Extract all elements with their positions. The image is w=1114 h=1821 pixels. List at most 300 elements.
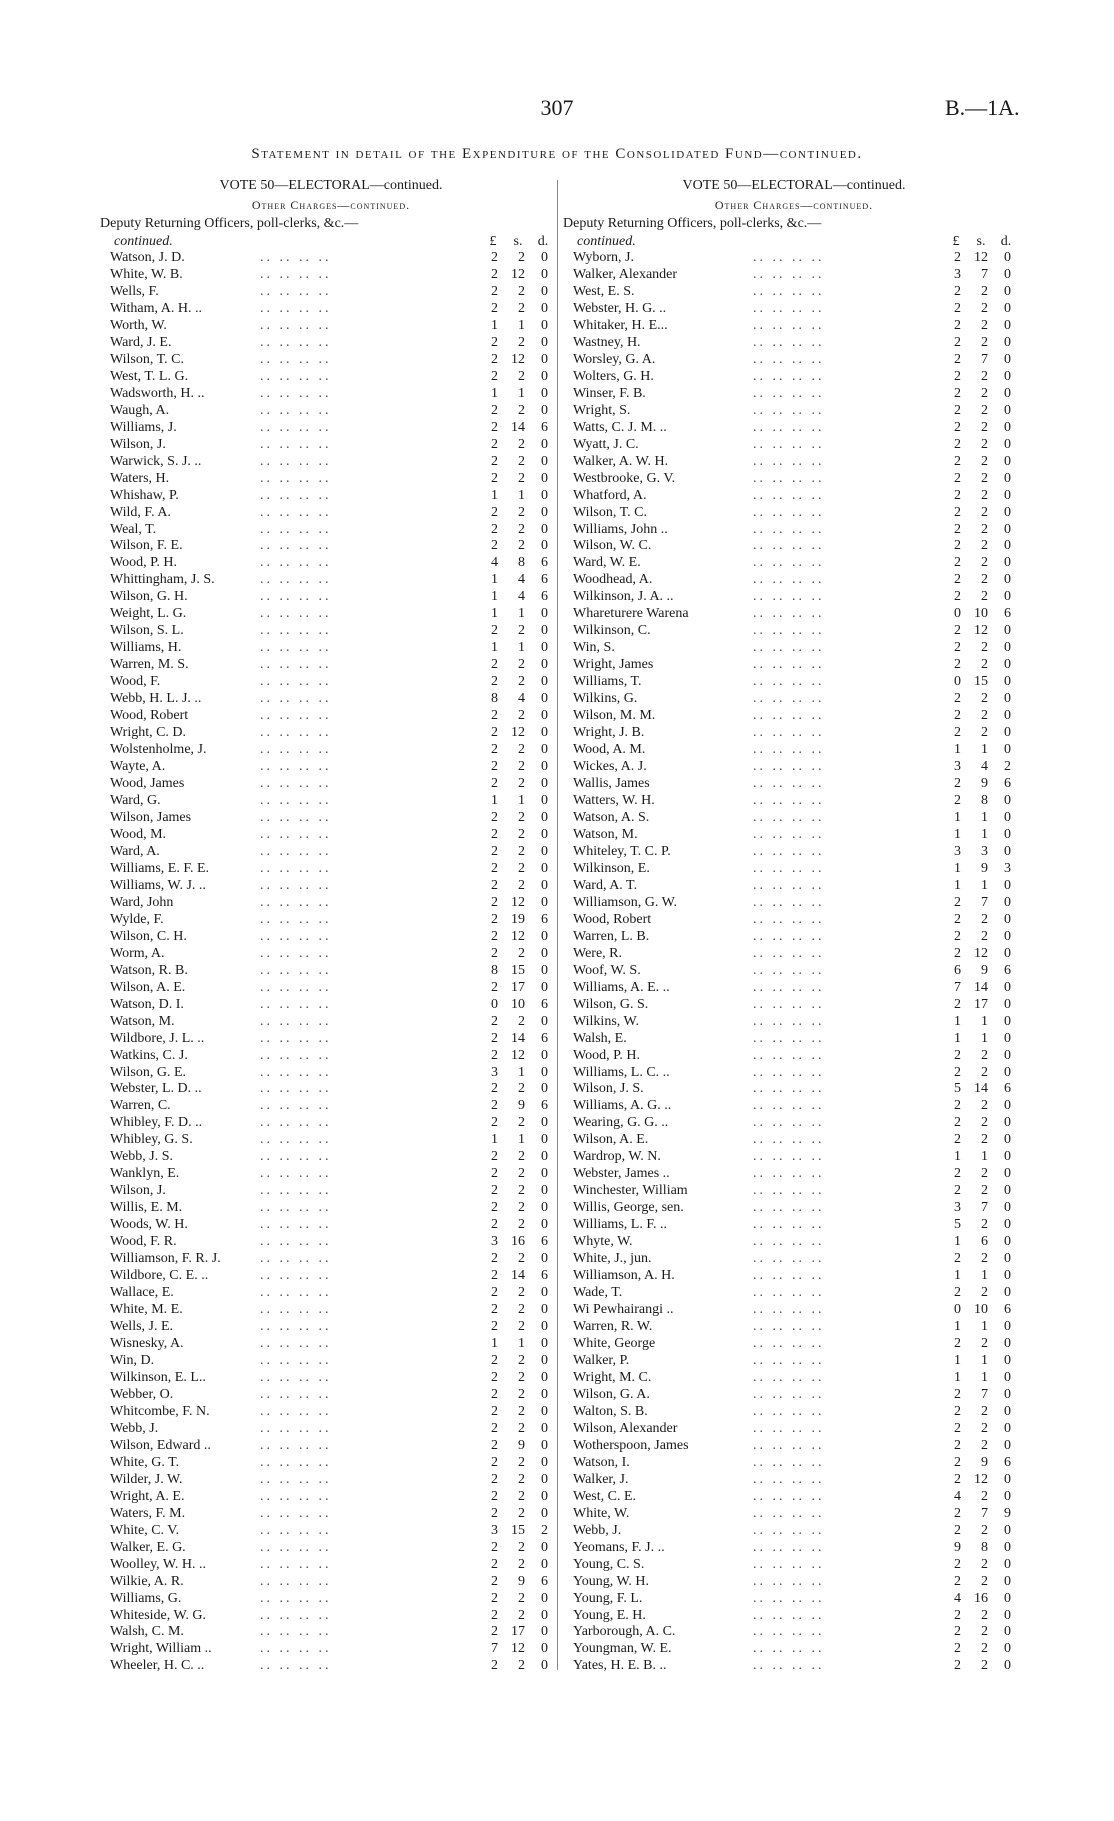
pounds-value: 2 [954,1132,961,1148]
pounds-value: 2 [491,351,498,367]
table-row [100,1455,562,1472]
entry-name: Williams, A. E. .. [573,979,670,995]
leader-dots: .. .. .. .. [753,266,825,282]
shillings-value: 7 [981,351,988,367]
entry-name: Wood, James [110,776,185,792]
table-row [563,454,1025,471]
table-row [563,946,1025,963]
shillings-value: 2 [981,640,988,656]
pence-value: 0 [541,1624,548,1640]
leader-dots: .. .. .. .. [753,436,825,452]
table-row [100,1217,562,1234]
leader-dots: .. .. .. .. [753,1030,825,1046]
entry-name: Wade, T. [573,1285,623,1301]
shillings-value: 2 [981,691,988,707]
pence-value: 0 [1004,402,1011,418]
shillings-value: 2 [518,708,525,724]
entry-name: Wilkins, G. [573,691,638,707]
leader-dots: .. .. .. .. [753,860,825,876]
shillings-value: 8 [981,1539,988,1555]
entry-name: Wood, F. R. [110,1234,177,1250]
leader-dots: .. .. .. .. [260,1641,332,1657]
shillings-value: 2 [518,1200,525,1216]
entry-name: Wotherspoon, James [573,1437,689,1453]
pounds-value: 2 [954,725,961,741]
pence-value: 0 [1004,521,1011,537]
pence-value: 0 [541,1488,548,1504]
entry-name: Wells, F. [110,283,159,299]
pence-value: 0 [541,759,548,775]
shillings-value: 2 [518,453,525,469]
pence-value: 0 [541,1013,548,1029]
leader-dots: .. .. .. .. [753,691,825,707]
entry-name: Whitcombe, F. N. [110,1403,210,1419]
pounds-value: 4 [954,1488,961,1504]
subheading-row [563,233,1025,250]
entry-name: Wright, J. B. [573,725,645,741]
table-row [563,318,1025,335]
table-row [563,386,1025,403]
pence-value: 0 [1004,1403,1011,1419]
entry-name: Warren, L. B. [573,928,650,944]
leader-dots: .. .. .. .. [753,674,825,690]
entry-name: Watson, R. B. [110,962,188,978]
pence-value: 0 [1004,725,1011,741]
pounds-value: 2 [954,1437,961,1453]
shillings-value: 1 [981,1352,988,1368]
pence-value: 0 [541,1454,548,1470]
pounds-value: 2 [491,1454,498,1470]
pence-value: 0 [1004,809,1011,825]
pence-value: 0 [1004,1115,1011,1131]
shillings-value: 14 [511,419,525,435]
shillings-value: 2 [518,1403,525,1419]
shillings-value: 12 [511,351,525,367]
entry-name: Watson, D. I. [110,996,184,1012]
pence-value: 6 [541,572,548,588]
pence-header: d. [1000,234,1012,249]
entry-name: Wilson, A. E. [110,979,186,995]
entry-name: Wright, M. C. [573,1369,652,1385]
table-row [100,1591,562,1608]
leader-dots: .. .. .. .. [753,334,825,350]
pounds-value: 2 [954,351,961,367]
pounds-value: 2 [954,1098,961,1114]
leader-dots: .. .. .. .. [753,1471,825,1487]
table-row [100,284,562,301]
pence-value: 0 [541,250,548,265]
leader-dots: .. .. .. .. [753,504,825,520]
table-row [100,1200,562,1217]
table-row [563,1098,1025,1115]
pounds-value: 2 [954,283,961,299]
shillings-value: 2 [518,1369,525,1385]
leader-dots: .. .. .. .. [753,521,825,537]
shillings-value: 2 [981,1064,988,1080]
table-row [100,1472,562,1489]
leader-dots: .. .. .. .. [753,809,825,825]
pence-value: 0 [1004,623,1011,639]
table-row [100,946,562,963]
entry-name: Wilson, J. [110,436,166,452]
pounds-value: 2 [491,911,498,927]
pounds-value: 2 [954,894,961,910]
shillings-value: 2 [518,250,525,265]
table-row [563,606,1025,623]
table-row [563,1183,1025,1200]
pence-value: 0 [1004,1352,1011,1368]
shillings-value: 2 [518,1013,525,1029]
entry-name: Wilkinson, E. L.. [110,1369,206,1385]
entry-name: Wilson, Alexander [573,1420,678,1436]
leader-dots: .. .. .. .. [260,368,332,384]
leader-dots: .. .. .. .. [260,1149,332,1165]
shillings-value: 2 [981,317,988,333]
pounds-value: 2 [491,1386,498,1402]
pence-value: 0 [541,1183,548,1199]
pounds-value: 8 [491,691,498,707]
leader-dots: .. .. .. .. [260,317,332,333]
pounds-value: 2 [491,1319,498,1335]
entry-name: Wood, P. H. [573,1047,640,1063]
pounds-value: 2 [491,1607,498,1623]
shillings-value: 2 [981,436,988,452]
shillings-value: 2 [518,1285,525,1301]
pounds-value: 2 [954,1641,961,1657]
shillings-value: 12 [511,1641,525,1657]
pence-value: 0 [1004,945,1011,961]
table-row [563,369,1025,386]
leader-dots: .. .. .. .. [753,1319,825,1335]
table-row [563,403,1025,420]
pounds-value: 2 [491,1624,498,1640]
pence-value: 0 [1004,1166,1011,1182]
entry-name: Walsh, C. M. [110,1624,184,1640]
pounds-value: 1 [954,1013,961,1029]
entry-name: White, W. [573,1505,630,1521]
leader-dots: .. .. .. .. [260,809,332,825]
pounds-value: 2 [954,1624,961,1640]
shillings-value: 2 [981,1522,988,1538]
pounds-value: 2 [491,1590,498,1606]
pence-value: 6 [541,589,548,605]
pence-value: 0 [541,776,548,792]
entry-name: Williams, G. [110,1590,182,1606]
leader-dots: .. .. .. .. [260,1047,332,1063]
shillings-value: 1 [981,826,988,842]
pence-value: 0 [1004,1556,1011,1572]
pounds-value: 1 [491,793,498,808]
leader-dots: .. .. .. .. [260,674,332,690]
entry-name: West, E. S. [573,283,635,299]
leader-dots: .. .. .. .. [260,555,332,571]
entry-name: Wildbore, J. L. .. [110,1030,205,1046]
table-row [563,1608,1025,1625]
leader-dots: .. .. .. .. [260,1064,332,1080]
pence-value: 6 [1004,1454,1011,1470]
leader-dots: .. .. .. .. [753,317,825,333]
pounds-value: 3 [954,266,961,282]
table-row [100,997,562,1014]
pence-value: 0 [1004,1098,1011,1114]
table-row [563,1031,1025,1048]
table-row [100,844,562,861]
shillings-value: 8 [518,555,525,571]
pounds-value: 1 [954,860,961,876]
table-row [100,1031,562,1048]
leader-dots: .. .. .. .. [260,283,332,299]
table-row [563,623,1025,640]
table-row [563,1166,1025,1183]
pence-value: 0 [541,1386,548,1402]
pounds-value: 2 [954,640,961,656]
pounds-value: 2 [491,436,498,452]
table-row [100,318,562,335]
leader-dots: .. .. .. .. [260,385,332,401]
entry-name: Wells, J. E. [110,1319,174,1335]
pounds-value: 2 [491,708,498,724]
leader-dots: .. .. .. .. [753,1115,825,1131]
shillings-value: 9 [981,776,988,792]
table-row [563,725,1025,742]
table-row [100,403,562,420]
pence-value: 0 [1004,708,1011,724]
currency-headers [485,233,557,250]
leader-dots: .. .. .. .. [260,725,332,741]
pence-value: 0 [1004,1047,1011,1063]
pence-value: 0 [1004,640,1011,656]
pounds-value: 1 [954,877,961,893]
entry-name: Williams, T. [573,674,642,690]
shillings-value: 7 [981,894,988,910]
leader-dots: .. .. .. .. [260,1624,332,1640]
leader-dots: .. .. .. .. [260,572,332,588]
entry-name: Wilkinson, E. [573,860,650,876]
pounds-value: 2 [491,1488,498,1504]
shillings-value: 1 [981,1268,988,1284]
pence-value: 0 [541,1420,548,1436]
entry-name: Whatford, A. [573,487,647,503]
table-row [563,284,1025,301]
leader-dots: .. .. .. .. [260,1505,332,1521]
shillings-value: 1 [518,1064,525,1080]
pence-value: 0 [541,300,548,316]
table-row [563,589,1025,606]
entry-name: Wi Pewhairangi .. [573,1302,674,1318]
entry-name: Wilson, Edward .. [110,1437,211,1453]
entry-name: Whiteley, T. C. P. [573,843,671,859]
table-row [100,708,562,725]
leader-dots: .. .. .. .. [753,283,825,299]
pounds-value: 2 [491,1369,498,1385]
table-row [563,929,1025,946]
pence-value: 0 [1004,1522,1011,1538]
leader-dots: .. .. .. .. [260,1539,332,1555]
table-row [563,1370,1025,1387]
shillings-value: 2 [981,1437,988,1453]
entry-name: White, W. B. [110,266,183,282]
table-row [100,742,562,759]
pounds-value: 2 [954,572,961,588]
table-row [100,1098,562,1115]
shillings-value: 2 [981,1183,988,1199]
table-row [100,1302,562,1319]
pence-value: 0 [541,691,548,707]
pence-value: 0 [1004,1539,1011,1555]
leader-dots: .. .. .. .. [260,759,332,775]
pence-value: 0 [541,843,548,859]
shillings-value: 2 [518,1386,525,1402]
pounds-value: 2 [491,725,498,741]
entry-name: White, George [573,1336,656,1351]
table-row [100,589,562,606]
pence-value: 0 [1004,1234,1011,1250]
pence-value: 0 [541,470,548,486]
leader-dots: .. .. .. .. [753,1505,825,1521]
pence-value: 0 [541,1149,548,1165]
shillings-value: 1 [981,877,988,893]
table-row [100,1268,562,1285]
table-row [563,708,1025,725]
pence-value: 0 [1004,317,1011,333]
entry-name: Webster, James .. [573,1166,670,1182]
leader-dots: .. .. .. .. [260,250,332,265]
leader-dots: .. .. .. .. [753,1098,825,1114]
table-row [100,522,562,539]
pounds-value: 3 [954,1200,961,1216]
shillings-value: 7 [981,1386,988,1402]
shillings-value: 2 [518,538,525,554]
shillings-value: 2 [981,725,988,741]
leader-dots: .. .. .. .. [260,1251,332,1267]
shillings-value: 2 [518,1251,525,1267]
entry-name: Whittingham, J. S. [110,572,215,588]
entry-name: Young, C. S. [573,1556,645,1572]
shillings-value: 2 [981,334,988,350]
table-row [563,1557,1025,1574]
entry-name: White, M. E. [110,1302,183,1318]
entry-name: Wood, Robert [573,911,652,927]
entry-name: Wilson, S. L. [110,623,184,639]
pounds-value: 2 [491,419,498,435]
entry-name: Williams, John .. [573,521,668,537]
leader-dots: .. .. .. .. [260,334,332,350]
shillings-value: 2 [981,419,988,435]
table-row [100,1234,562,1251]
leader-dots: .. .. .. .. [260,1522,332,1538]
leader-dots: .. .. .. .. [753,1081,825,1097]
entry-name: Watters, W. H. [573,793,655,808]
pence-value: 6 [541,419,548,435]
pounds-value: 2 [491,1251,498,1267]
pounds-value: 2 [491,1658,498,1674]
shillings-value: 10 [974,606,988,622]
leader-dots: .. .. .. .. [753,1539,825,1555]
table-row [563,895,1025,912]
pounds-value: 2 [954,1166,961,1182]
entry-name: Webb, J. S. [110,1149,174,1165]
pence-value: 0 [1004,283,1011,299]
shillings-value: 2 [518,759,525,775]
table-row [100,623,562,640]
entry-name: Watson, M. [573,826,638,842]
pence-value: 0 [1004,470,1011,486]
leader-dots: .. .. .. .. [753,1369,825,1385]
entry-name: Wilson, A. E. [573,1132,649,1148]
pence-value: 0 [541,1641,548,1657]
table-row [563,1302,1025,1319]
pence-value: 6 [1004,606,1011,622]
entry-name: Walker, J. [573,1471,629,1487]
table-row [100,471,562,488]
shillings-value: 12 [511,266,525,282]
leader-dots: .. .. .. .. [260,1081,332,1097]
shillings-value: 2 [518,1488,525,1504]
leader-dots: .. .. .. .. [753,1217,825,1233]
shillings-value: 2 [981,911,988,927]
shillings-value: 2 [518,1319,525,1335]
pence-value: 0 [1004,1386,1011,1402]
table-row [100,929,562,946]
pounds-value: 2 [954,776,961,792]
leader-dots: .. .. .. .. [260,996,332,1012]
entry-name: Whareturere Warena [573,606,689,622]
table-row [100,352,562,369]
pounds-value: 2 [954,1420,961,1436]
pounds-value: 2 [491,945,498,961]
pounds-value: 2 [954,385,961,401]
shillings-value: 12 [974,945,988,961]
leader-dots: .. .. .. .. [260,589,332,605]
table-row [100,572,562,589]
table-row [100,488,562,505]
leader-dots: .. .. .. .. [753,657,825,673]
pounds-value: 2 [491,1115,498,1131]
leader-dots: .. .. .. .. [260,402,332,418]
table-row [563,1251,1025,1268]
leader-dots: .. .. .. .. [753,250,825,265]
pounds-value: 2 [954,1573,961,1589]
leader-dots: .. .. .. .. [753,1607,825,1623]
pence-value: 0 [541,1437,548,1453]
leader-dots: .. .. .. .. [260,1268,332,1284]
pounds-value: 2 [491,674,498,690]
pounds-value: 6 [954,962,961,978]
table-row [563,1404,1025,1421]
pounds-value: 2 [491,809,498,825]
leader-dots: .. .. .. .. [260,1132,332,1148]
shillings-value: 2 [518,826,525,842]
pounds-value: 9 [954,1539,961,1555]
pence-value: 0 [1004,1132,1011,1148]
pence-value: 0 [1004,538,1011,554]
pounds-value: 1 [491,572,498,588]
pence-value: 0 [541,1200,548,1216]
shillings-value: 17 [974,996,988,1012]
leader-dots: .. .. .. .. [753,419,825,435]
table-row [100,1065,562,1082]
table-row [100,1540,562,1557]
table-row [100,1506,562,1523]
shillings-value: 17 [511,979,525,995]
table-row [563,640,1025,657]
entry-name: Wilson, G. S. [573,996,649,1012]
shillings-value: 2 [981,1624,988,1640]
entry-name: Wolters, G. H. [573,368,654,384]
table-row [100,810,562,827]
pounds-value: 2 [491,657,498,673]
table-row [563,471,1025,488]
